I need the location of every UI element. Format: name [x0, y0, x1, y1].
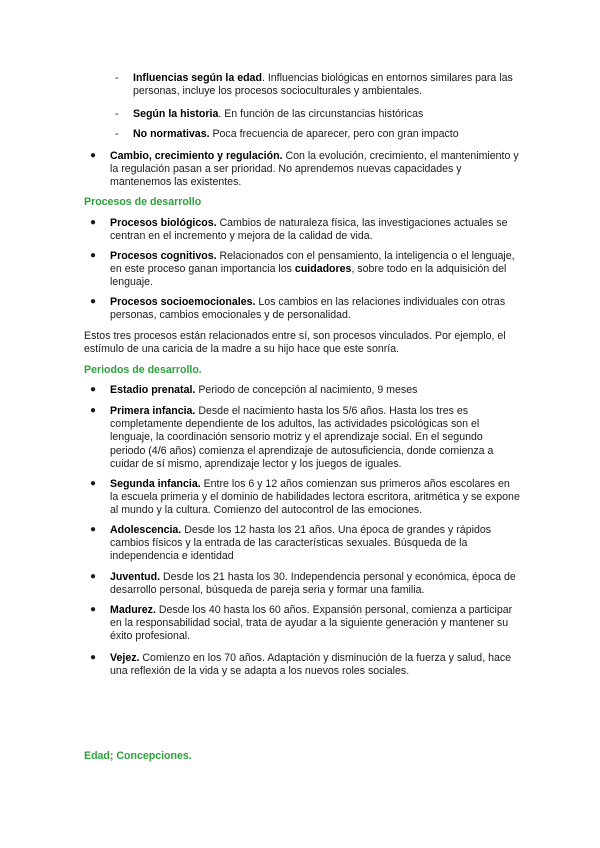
dash-marker: -	[115, 128, 119, 140]
section-heading-edad: Edad; Concepciones.	[84, 750, 192, 762]
bullet-marker: ●	[90, 384, 97, 395]
term: Influencias según la edad	[133, 72, 262, 84]
bullet-periodo-juventud	[110, 571, 520, 597]
bullet-marker: ●	[90, 571, 97, 582]
bullet-marker: ●	[90, 604, 97, 615]
bullet-periodo-prenatal	[110, 384, 520, 397]
description: Desde el nacimiento hasta los 5/6 años. Hasta los tres es completamente dependiente de los adultos, las actividades psicológicas son el lenguaje, la coordinación sensorio motriz y el aprendizaje social. En el segundo periodo (4/6 años) comienza el aprendizaje de autosuficiencia, donde comienza a cuidar de sí mismo, aprendizaje lector y los juegos de iguales.	[110, 405, 494, 470]
term: Juventud.	[110, 571, 161, 583]
description: Con la evolución, crecimiento, el mantenimiento y la regulación pasan a ser prioridad. No aprendemos nuevas capacidades y mantenemos las existentes.	[110, 150, 519, 189]
section-heading-periodos: Periodos de desarrollo.	[84, 364, 202, 376]
term: Procesos socioemocionales.	[110, 296, 256, 308]
description: Entre los 6 y 12 años comienzan sus primeros años escolares en la escuela primeria y el dominio de habilidades lectora escritora, aritmética y se expone al mundo y la cultura. Comienzo del autocontrol de las emociones.	[110, 478, 520, 517]
description: Cambios de naturaleza física, las investigaciones actuales se centran en el incremento y mejora de la calidad de vida.	[110, 217, 508, 243]
description: Relacionados con el pensamiento, la inteligencia o el lenguaje, en este proceso ganan importancia los	[110, 250, 515, 276]
bullet-periodo-segunda-infancia	[110, 478, 520, 518]
term: Cambio, crecimiento y regulación.	[110, 150, 283, 162]
sub-item-influencias	[133, 72, 518, 98]
bullet-marker: ●	[90, 296, 97, 307]
bullet-periodo-madurez	[110, 604, 520, 644]
bullet-cambio	[110, 150, 520, 190]
paragraph-procesos: Estos tres procesos están relacionados entre sí, son procesos vinculados. Por ejemplo, el estímulo de una caricia de la madre a su hijo hace que este sonría.	[84, 330, 506, 356]
bullet-periodo-primera-infancia	[110, 405, 520, 471]
term: Segunda infancia.	[110, 478, 201, 490]
description-end: , sobre todo en la adquisición del lenguaje.	[110, 263, 507, 289]
term: Madurez.	[110, 604, 156, 616]
term: No normativas.	[133, 128, 210, 140]
description: Poca frecuencia de aparecer, pero con gran impacto	[209, 128, 459, 140]
description: Desde los 12 hasta los 21 años. Una época de grandes y rápidos cambios físicos y la entrada de las características sexuales. Búsqueda de la independencia e identidad	[110, 524, 492, 563]
bullet-marker: ●	[90, 478, 97, 489]
description: Desde los 40 hasta los 60 años. Expansión personal, comienza a participar en la responsabilidad social, trata de ayudar a la siguiente generación y mantener su éxito profesional.	[110, 604, 513, 643]
description: . En función de las circunstancias históricas	[218, 108, 424, 120]
emphasis: cuidadores	[294, 263, 352, 276]
bullet-marker: ●	[90, 250, 97, 261]
term: Según la historia	[133, 108, 219, 120]
sub-item-historia	[133, 108, 518, 121]
bullet-periodo-adolescencia	[110, 524, 520, 564]
sub-item-no-normativas	[133, 128, 518, 141]
dash-marker: -	[115, 108, 119, 120]
description: . Influencias biológicas en entornos similares para las personas, incluye los procesos socioculturales y ambientales.	[133, 72, 513, 98]
bullet-marker: ●	[90, 524, 97, 535]
term: Procesos biológicos.	[110, 217, 217, 229]
bullet-procesos-biologicos	[110, 217, 520, 243]
description: Periodo de concepción al nacimiento, 9 meses	[195, 384, 418, 396]
bullet-marker: ●	[90, 652, 97, 663]
section-heading-procesos: Procesos de desarrollo	[84, 196, 202, 208]
bullet-marker: ●	[90, 217, 97, 228]
bullet-periodo-vejez	[110, 652, 520, 678]
term: Primera infancia.	[110, 405, 196, 417]
description: Comienzo en los 70 años. Adaptación y disminución de la fuerza y salud, hace una reflexión de la vida y se adapta a los nuevos roles sociales.	[110, 652, 512, 678]
term: Adolescencia.	[110, 524, 182, 536]
bullet-marker: ●	[90, 405, 97, 416]
bullet-marker: ●	[90, 150, 97, 161]
bullet-procesos-socioemocionales	[110, 296, 520, 322]
term: Estadio prenatal.	[110, 384, 196, 396]
description: Desde los 21 hasta los 30. Independencia personal y económica, época de desarrollo personal, búsqueda de pareja seria y formar una familia.	[110, 571, 516, 597]
term: Procesos cognitivos.	[110, 250, 217, 262]
description: Los cambios en las relaciones individuales con otras personas, cambios emocionales y de personalidad.	[110, 296, 506, 322]
bullet-procesos-cognitivos	[110, 250, 520, 290]
dash-marker: -	[115, 72, 119, 84]
term: Vejez.	[110, 652, 140, 664]
